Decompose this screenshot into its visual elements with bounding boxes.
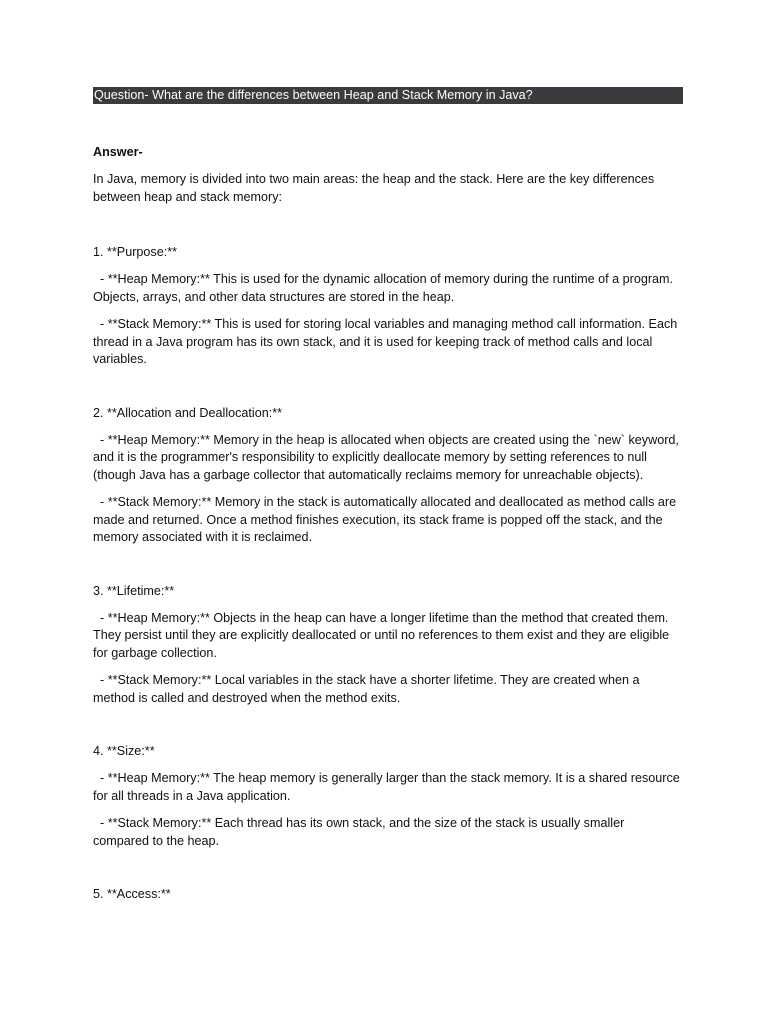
- section-lifetime: [93, 583, 683, 708]
- intro-paragraph: In Java, memory is divided into two main areas: the heap and the stack. Here are the key differences between heap and stack memory:: [93, 172, 655, 204]
- section-title: 5. **Access:**: [93, 887, 171, 901]
- stack-memory-point: - **Stack Memory:** This is used for storing local variables and managing method call information. Each thread in a Java program has its own stack, and it is used for keeping track of method calls and local variables.: [93, 317, 678, 366]
- document-page: [93, 87, 683, 903]
- section-size: [93, 743, 683, 850]
- section-title: 3. **Lifetime:**: [93, 583, 175, 598]
- heap-memory-point: - **Heap Memory:** This is used for the dynamic allocation of memory during the runtime of a program. Objects, arrays, and other data structures are stored in the heap.: [93, 272, 674, 304]
- heap-memory-point: - **Heap Memory:** Objects in the heap can have a longer lifetime than the method that created them. They persist until they are explicitly deallocated or until no references to them exist and they are eligible for garbage collection.: [93, 610, 670, 660]
- section-title: 1. **Purpose:**: [93, 245, 178, 259]
- stack-memory-point: - **Stack Memory:** Memory in the stack is automatically allocated and deallocated as method calls are made and returned. Once a method finishes execution, its stack frame is popped off the stack, and the memory associated with it is reclaimed.: [93, 495, 677, 544]
- section-allocation: [93, 405, 683, 547]
- section-access: [93, 886, 683, 903]
- heap-memory-point: - **Heap Memory:** Memory in the heap is allocated when objects are created using the `new` keyword, and it is the programmer's responsibility to explicitly deallocate memory by setting references to null (though Java has a garbage collector that automatically reclaims memory for unreachable objects).: [93, 432, 679, 482]
- question-heading: Question- What are the differences between Heap and Stack Memory in Java?: [93, 87, 683, 104]
- heap-memory-point: - **Heap Memory:** The heap memory is generally larger than the stack memory. It is a shared resource for all threads in a Java application.: [93, 771, 680, 803]
- section-purpose: [93, 244, 683, 369]
- section-title: 4. **Size:**: [93, 744, 155, 758]
- answer-label: Answer-: [93, 145, 143, 159]
- section-title: 2. **Allocation and Deallocation:**: [93, 405, 283, 420]
- stack-memory-point: - **Stack Memory:** Each thread has its own stack, and the size of the stack is usually smaller compared to the heap.: [93, 816, 625, 848]
- stack-memory-point: - **Stack Memory:** Local variables in the stack have a shorter lifetime. They are created when a method is called and destroyed when the method exits.: [93, 673, 640, 705]
